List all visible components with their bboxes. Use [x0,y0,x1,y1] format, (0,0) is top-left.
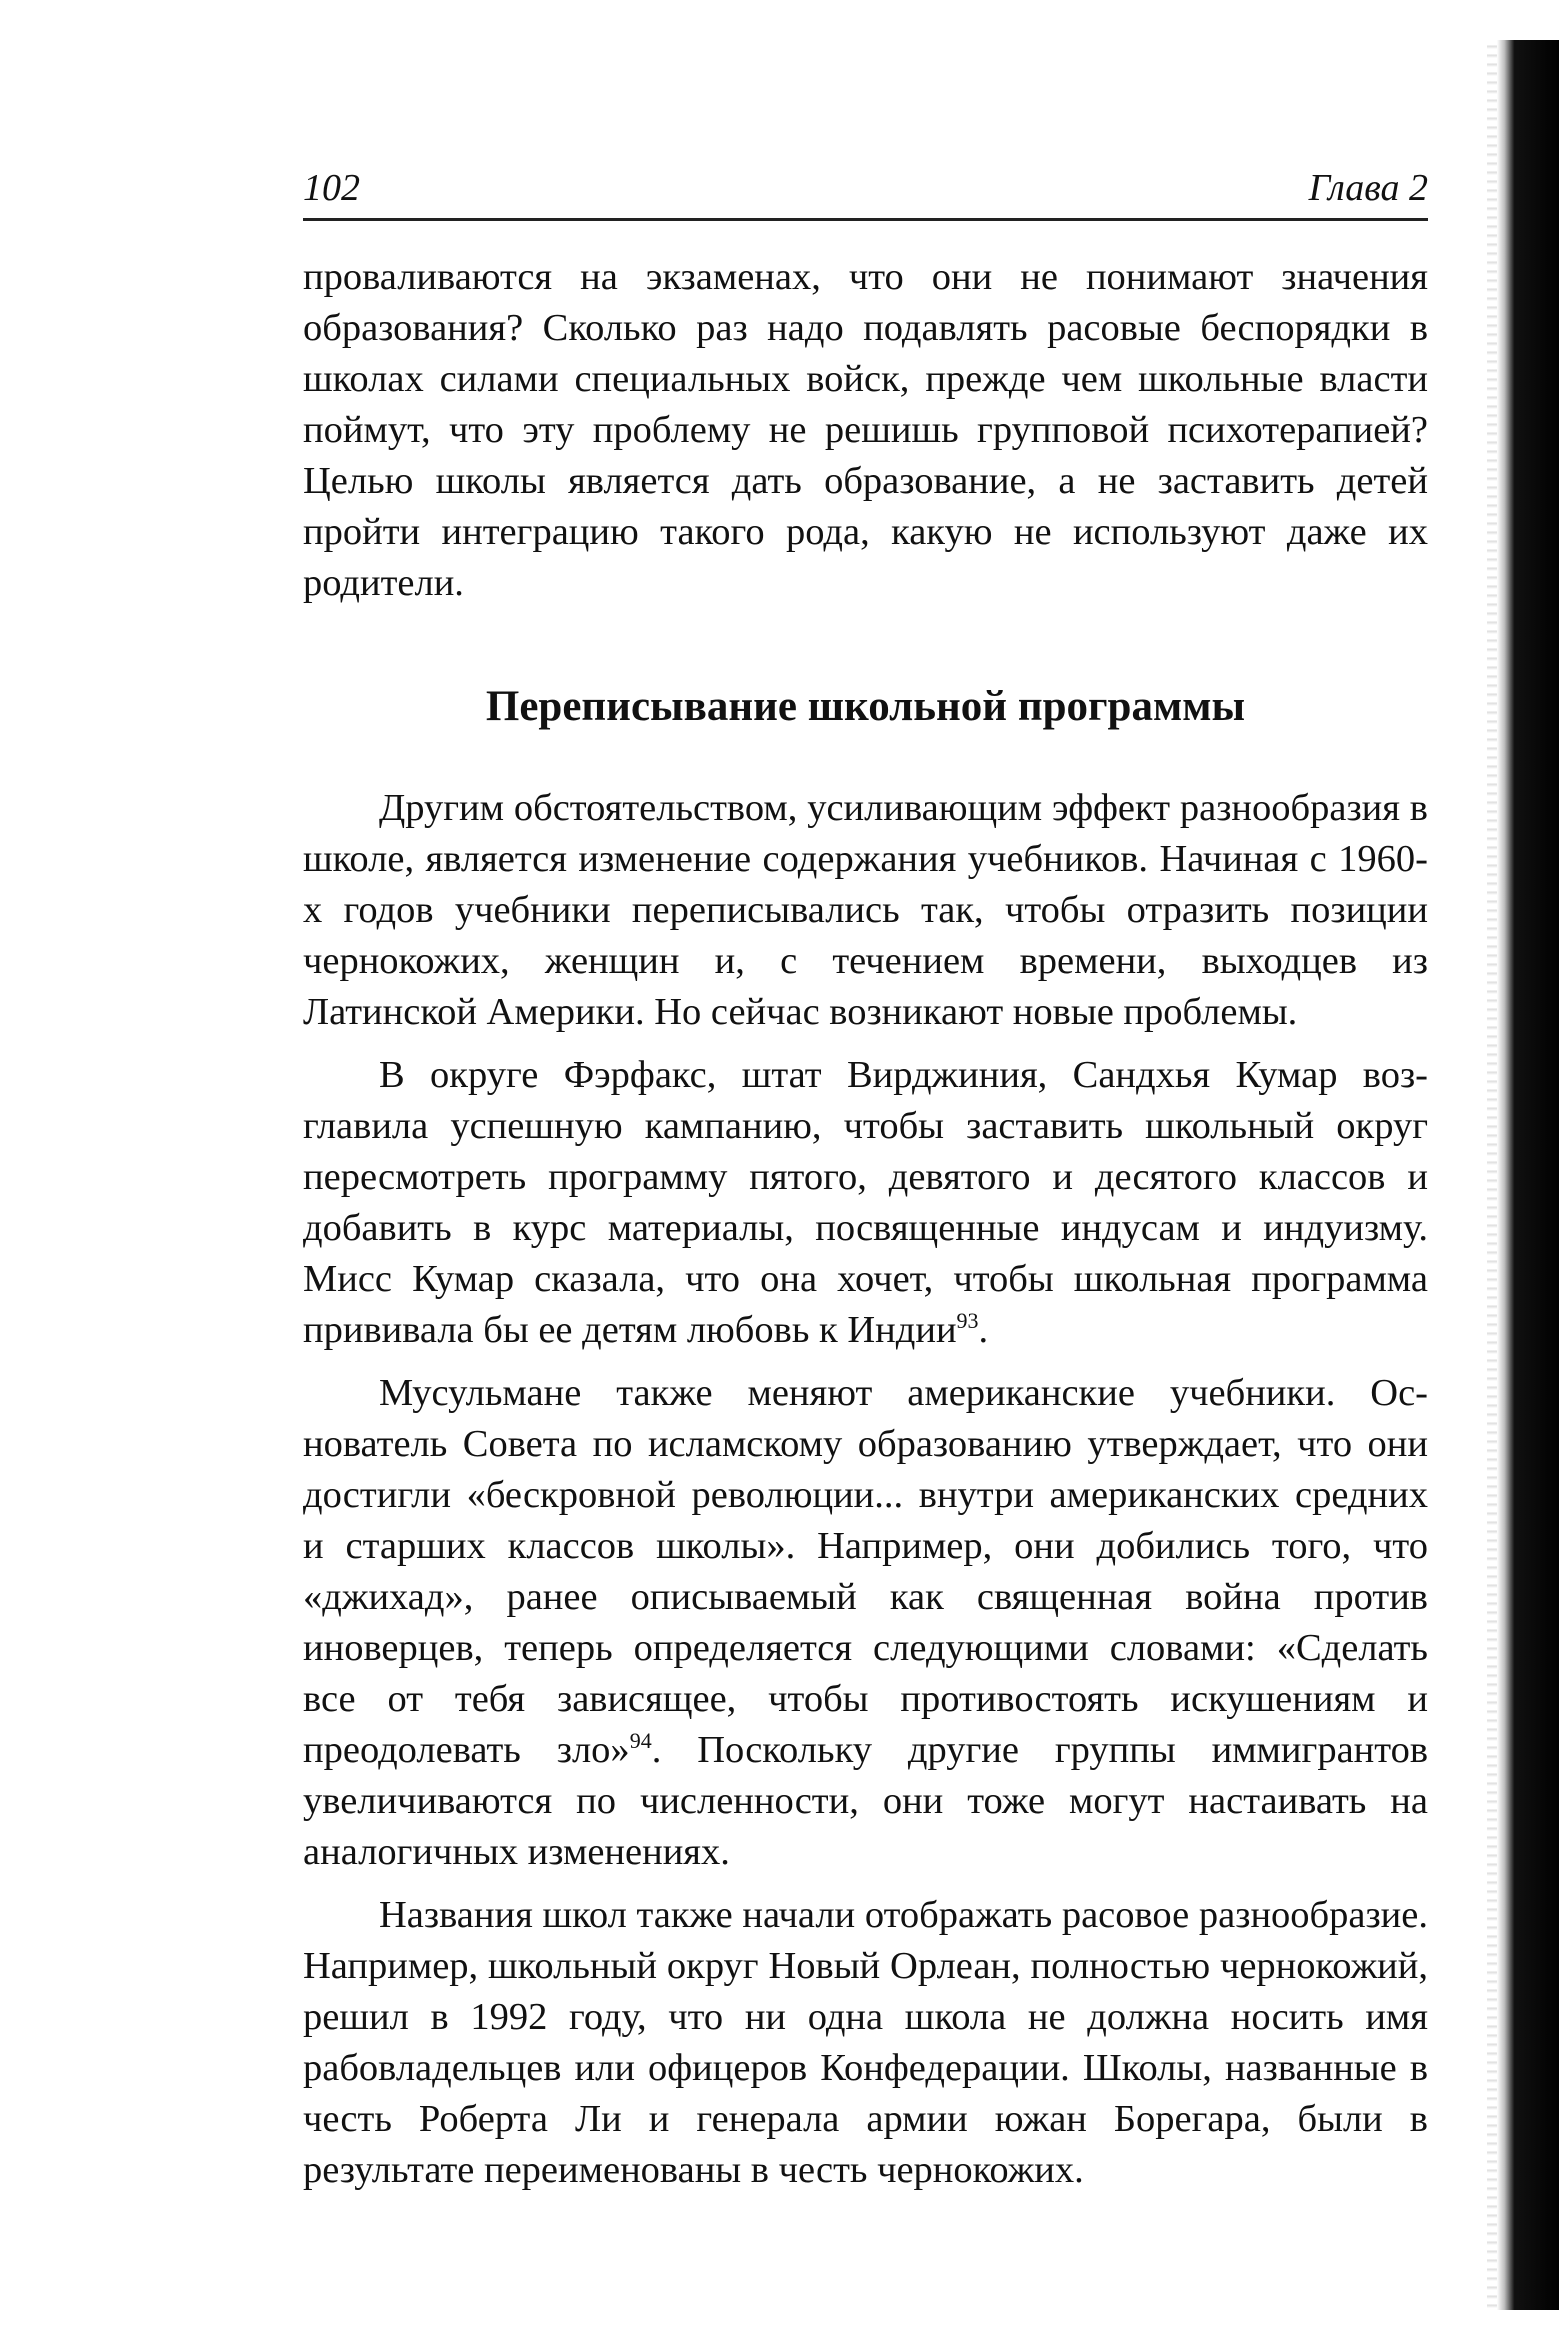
section-heading: Переписывание школьной программы [485,683,1246,730]
chapter-title: Глава 2 [1308,167,1428,209]
paragraph-4 [303,1368,1428,1878]
paragraph-1: проваливаются на экзаменах, что они не понимают значения образования? Сколько раз надо подавлять расовые беспорядки в школах силами специальных войск, прежде чем школьные власти поймут, что эту проблему не решишь групповой психотерапией? Целью школы является дать образование, а не заставить детей пройти интеграцию такого рода, какую не используют даже их родители. [303,256,1428,604]
page-body [303,252,1428,2196]
paragraph-4-text-b: . Поскольку другие группы иммигрантов увеличиваются по численности, они тоже могут настаивать на аналогичных изменениях. [303,1729,1429,1873]
paragraph-3 [303,1050,1428,1356]
footnote-ref-94: 94 [629,1728,652,1754]
scan-page-edge-shadow [1497,40,1559,2310]
running-header [303,162,1428,221]
paragraph-4-text-a: Мусульмане также меняют американские учебники. Основатель Совета по исламскому образованию утверждает, что они достигли «бескровной революции... внутри американских средних и старших классов школы». Например, они добились того, что «джихад», ранее описываемый как священная война против иноверцев, теперь определяется следующими словами: «Сделать все от тебя зависящее, чтобы противостоять искушениям и преодолевать зло» [303,1372,1428,1771]
page-number: 102 [303,167,360,209]
paragraph-2: Другим обстоятельством, усиливающим эффект разнообразия в школе, является изменение содержания учебников. Начиная с 1960-х годов учебники переписывались так, чтобы отразить позиции чернокожих, женщин и, с течением времени, выходцев из Латинской Америки. Но сейчас возникают новые проблемы. [303,787,1428,1033]
paragraph-5: Названия школ также начали отображать расовое разнообразие. Например, школьный округ Новый Орлеан, полностью чернокожий, решил в 1992 году, что ни одна школа не должна носить имя рабовладельцев или офицеров Конфедерации. Школы, названные в честь Роберта Ли и генерала армии южан Борегара, были в результате переименованы в честь чернокожих. [303,1894,1428,2191]
paragraph-3-text: В округе Фэрфакс, штат Вирджиния, Сандхья Кумар возглавила успешную кампанию, чтобы заставить школьный округ пересмотреть программу пятого, девятого и десятого классов и добавить в курс материалы, посвященные индусам и индуизму. Мисс Кумар сказала, что она хочет, чтобы школьная программа прививала бы ее детям любовь к Индии [303,1054,1428,1351]
footnote-ref-93: 93 [956,1308,979,1334]
paragraph-3-end: . [978,1309,989,1351]
